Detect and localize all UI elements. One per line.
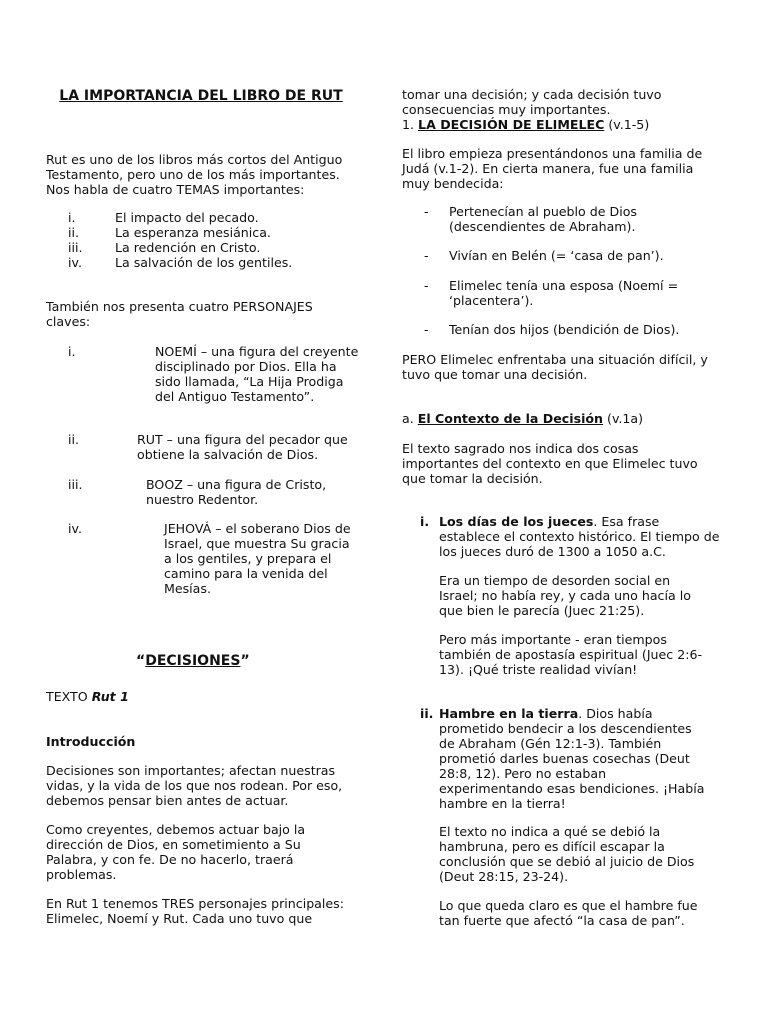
sub-title: Hambre en la tierra [439,706,579,721]
section-title-decisiones [136,654,250,669]
heading-contexto [402,411,643,426]
heading-title: LA DECISIÓN DE ELIMELEC [418,117,605,132]
paragraph-decisiones: Decisiones son importantes; afectan nuestras vidas, y la vida de los que nos rodean. Por eso, debemos pensar bien antes de actuar. [46,763,343,808]
list-item-text: La salvación de los gentiles. [115,255,293,270]
quote-close: ” [240,653,250,669]
introduccion-heading: Introducción [46,734,136,749]
heading-reference: (v.1a) [607,411,644,426]
personaje-booz: BOOZ – una figura de Cristo, nuestro Redentor. [146,477,327,507]
list-item [68,210,76,225]
paragraph-familia: El libro empieza presentándonos una familia de Judá (v.1-2). En cierta manera, fue una familia muy bendecida: [402,146,703,191]
list-item: Vivían en Belén (= ‘casa de pan’). [449,248,664,263]
list-number: i. [68,344,76,359]
decisiones-word: DECISIONES [145,653,241,669]
list-number: ii. [68,225,80,240]
heading-title: El Contexto de la Decisión [417,411,604,426]
list-item [68,255,82,270]
sub-number: ii. [420,706,434,721]
personaje-jehova: JEHOVÁ – el soberano Dios de Israel, que muestra Su gracia a los gentiles, y prepara el camino para la venida del Mesías. [164,521,351,596]
sub-jueces-paragraph [439,514,721,559]
list-item-text: La esperanza mesiánica. [115,225,271,240]
paragraph-apostasia: Pero más importante - eran tiempos también de apostasía espiritual (Juec 2:6-13). ¡Qué triste realidad vivían! [439,632,703,677]
sub-title: Los días de los jueces [439,514,594,529]
paragraph-casa-de-pan: Lo que queda claro es que el hambre fue tan fuerte que afectó “la casa de pan”. [439,898,698,928]
paragraph-hambruna: El texto no indica a qué se debió la hambruna, pero es difícil escapar la conclusión que se debió al juicio de Dios (Deut 28:15, 23-24). [439,824,695,884]
texto-label: TEXTO [46,689,88,704]
list-item [68,225,79,240]
intro-paragraph: Rut es uno de los libros más cortos del Antiguo Testamento, pero uno de los más importantes. Nos habla de cuatro TEMAS importantes: [46,152,343,197]
list-number: ii. [68,432,80,447]
heading-decision-elimelec [402,117,649,132]
continued-paragraph: tomar una decisión; y cada decisión tuvo consecuencias muy importantes. [402,87,662,117]
dash-bullet: - [424,278,429,293]
sub-hambre-paragraph [439,706,711,811]
list-item: Elimelec tenía una esposa (Noemí = ‘placentera’). [449,278,679,308]
personajes-intro: También nos presenta cuatro PERSONAJES claves: [46,299,313,329]
texto-line [46,689,129,704]
sub-text: . Dios había prometido bendecir a los descendientes de Abraham (Gén 12:1-3). También prometió darles buenas cosechas (Deut 28:8, 12). Pero no estaban experimentando esas bendiciones. ¡Había hambre en la tierra! [439,706,705,811]
list-number: iii. [68,240,83,255]
dash-bullet: - [424,204,429,219]
list-number: iv. [68,521,82,536]
list-item: Pertenecían al pueblo de Dios (descendientes de Abraham). [449,204,637,234]
list-item: Tenían dos hijos (bendición de Dios). [449,322,680,337]
list-number: i. [68,210,76,225]
paragraph-texto-sagrado: El texto sagrado nos indica dos cosas importantes del contexto en que Elimelec tuvo que tomar la decisión. [402,441,698,486]
dash-bullet: - [424,248,429,263]
list-item [68,240,83,255]
texto-reference: Rut 1 [91,689,129,704]
sub-number: i. [420,514,430,529]
sub-text: . Esa frase establece el contexto histórico. El tiempo de los jueces duró de 1300 a 1050 a.C. [439,514,720,559]
paragraph-personajes: En Rut 1 tenemos TRES personajes principales: Elimelec, Noemí y Rut. Cada uno tuvo que [46,896,344,926]
dash-bullet: - [424,322,429,337]
paragraph-creyentes: Como creyentes, debemos actuar bajo la dirección de Dios, en sometimiento a Su Palabra, y con fe. De no hacerlo, traerá problemas. [46,822,306,882]
heading-letter: a. [402,411,414,426]
list-item-text: La redención en Cristo. [115,240,261,255]
quote-open: “ [136,653,146,669]
list-number: iii. [68,477,83,492]
list-number: iv. [68,255,82,270]
heading-reference: (v.1-5) [608,117,650,132]
document-title: LA IMPORTANCIA DEL LIBRO DE RUT [59,88,343,104]
personaje-rut: RUT – una figura del pecador que obtiene la salvación de Dios. [137,432,348,462]
personaje-noemi: NOEMÍ – una figura del creyente disciplinado por Dios. Ella ha sido llamada, “La Hija Prodiga del Antiguo Testamento”. [155,344,359,404]
paragraph-pero: PERO Elimelec enfrentaba una situación difícil, y tuvo que tomar una decisión. [402,352,708,382]
list-item-text: El impacto del pecado. [115,210,259,225]
paragraph-desorden: Era un tiempo de desorden social en Israel; no había rey, y cada uno hacía lo que bien le parecía (Juec 21:25). [439,573,691,618]
heading-number: 1. [402,117,415,132]
